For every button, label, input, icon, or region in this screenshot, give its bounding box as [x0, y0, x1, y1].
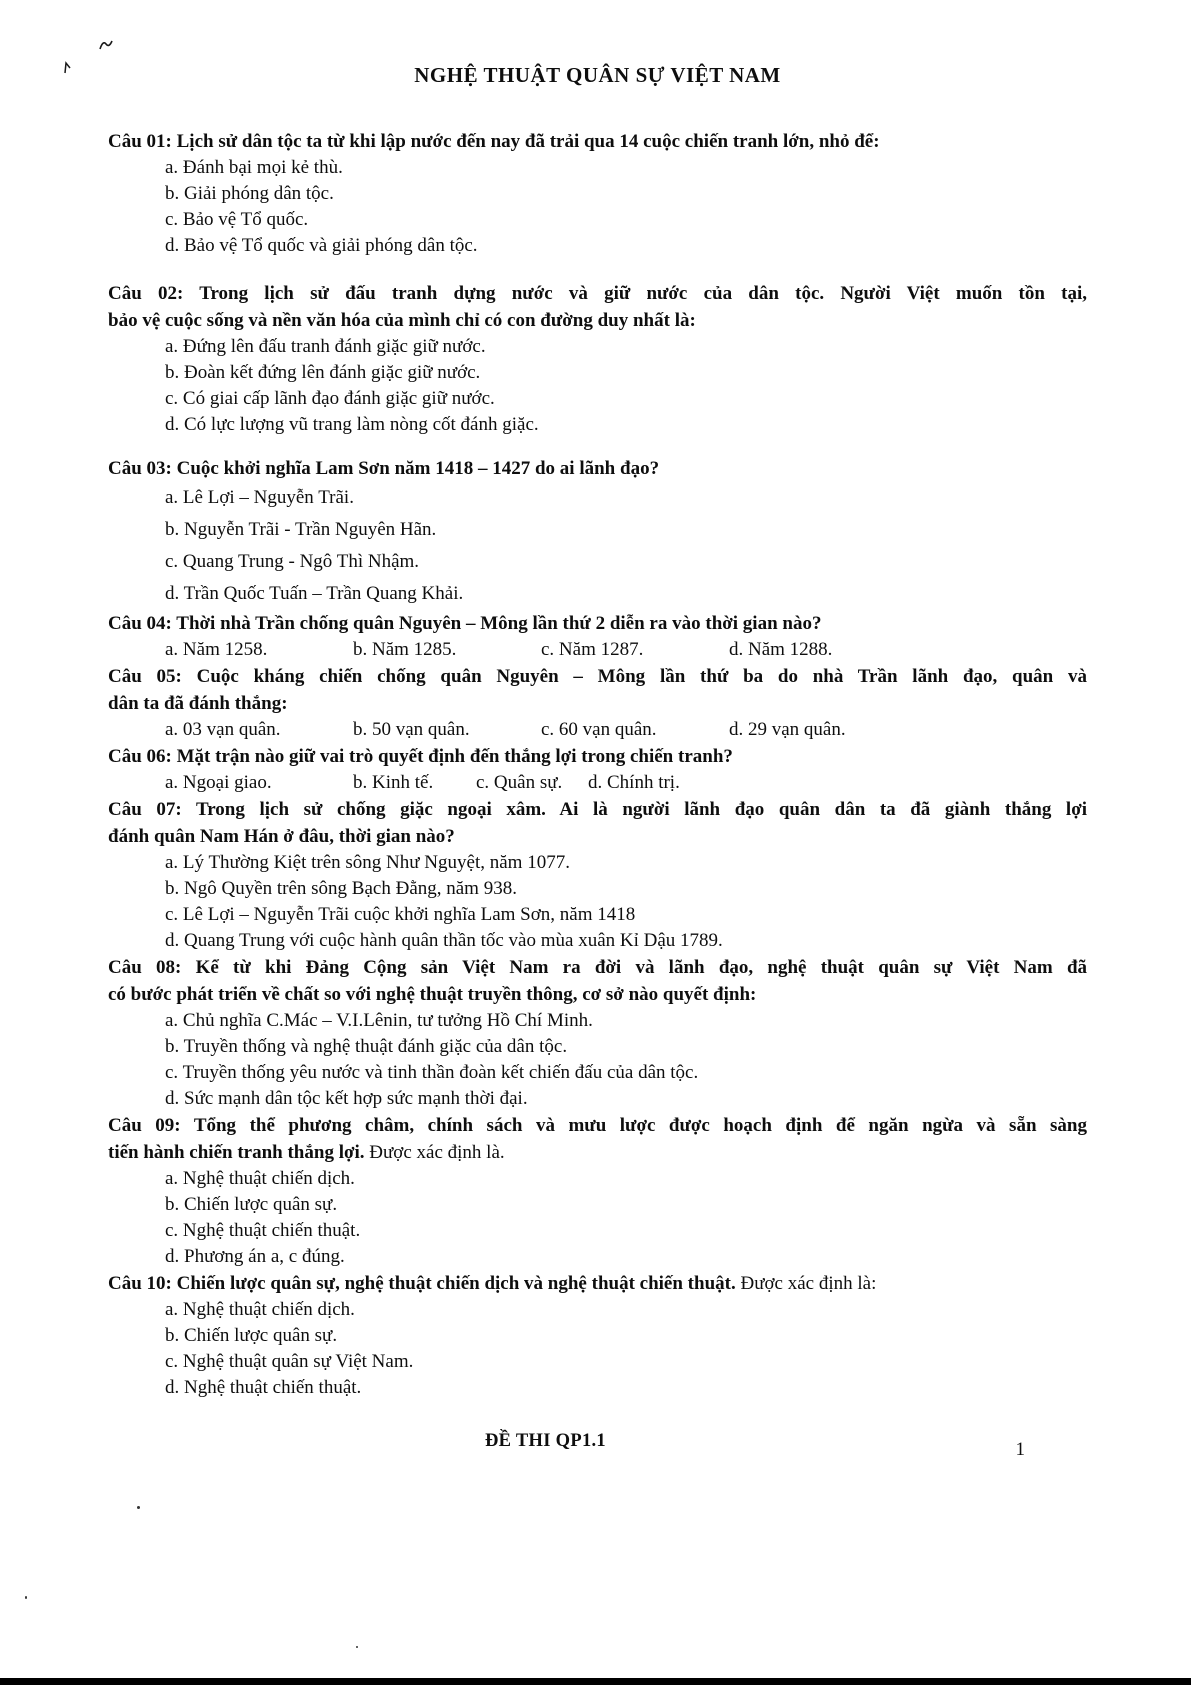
question-label: Câu 07: [108, 799, 182, 820]
question-block [108, 954, 1087, 1112]
pen-scribble-icon [98, 38, 114, 52]
option-item: a. Chủ nghĩa C.Mác – V.I.Lênin, tư tưởng Hồ Chí Minh. [165, 1010, 593, 1031]
option-item: a. Đứng lên đấu tranh đánh giặc giữ nước. [165, 336, 486, 357]
question-text-line [108, 690, 1087, 717]
question-label: Câu 01: [108, 131, 172, 152]
question-text-line [108, 307, 1087, 334]
question-text-line [108, 823, 1087, 850]
question-text-bold: tiến hành chiến tranh thắng lợi. [108, 1142, 365, 1163]
question-text-line [108, 743, 1087, 770]
option-item: a. Lê Lợi – Nguyễn Trãi. [165, 487, 354, 508]
option-item: d. Chính trị. [588, 772, 680, 793]
option-item: b. Chiến lược quân sự. [165, 1194, 338, 1215]
option-item: c. Quang Trung - Ngô Thì Nhậm. [165, 551, 420, 572]
option-item: d. Có lực lượng vũ trang làm nòng cốt đánh giặc. [165, 414, 539, 435]
scan-edge-bar [0, 1678, 1191, 1685]
question-text-line [108, 663, 1087, 690]
question-text-bold: bảo vệ cuộc sống và nền văn hóa của mình chỉ có con đường duy nhất là: [108, 310, 696, 331]
question-text-bold: Mặt trận nào giữ vai trò quyết định đến thắng lợi trong chiến tranh? [176, 746, 733, 767]
option-item: b. Chiến lược quân sự. [165, 1325, 338, 1346]
option-item: d. Bảo vệ Tổ quốc và giải phóng dân tộc. [165, 235, 478, 256]
question-text-regular: Được xác định là: [735, 1273, 877, 1294]
option-item: a. Nghệ thuật chiến dịch. [165, 1299, 355, 1320]
scan-speck [137, 1506, 140, 1509]
question-text-bold: dân ta đã đánh thắng: [108, 693, 288, 714]
option-item: d. Nghệ thuật chiến thuật. [165, 1377, 362, 1398]
question-block [108, 610, 1087, 663]
question-text-line [108, 128, 1087, 155]
option-item: d. Quang Trung với cuộc hành quân thần tốc vào mùa xuân Kỉ Dậu 1789. [165, 930, 723, 951]
question-text-line [108, 280, 1087, 307]
page-title: NGHỆ THUẬT QUÂN SỰ VIỆT NAM [414, 63, 781, 87]
question-block [108, 1270, 1087, 1401]
option-item: c. Nghệ thuật chiến thuật. [165, 1220, 361, 1241]
question-text-line [108, 1270, 1087, 1297]
page-footer [108, 1431, 1087, 1461]
question-label: Câu 04: [108, 613, 172, 634]
options-row [108, 770, 1087, 796]
scan-speck [25, 1596, 27, 1599]
option-item: c. Năm 1287. [541, 639, 644, 660]
question-text-bold: Cuộc kháng chiến chống quân Nguyên – Mông lần thứ ba do nhà Trần lãnh đạo, quân và [196, 666, 1088, 687]
option-item: b. Đoàn kết đứng lên đánh giặc giữ nước. [165, 362, 481, 383]
page-number: 1 [1015, 1439, 1025, 1460]
option-item: b. Kinh tế. [353, 772, 434, 793]
option-item: b. Truyền thống và nghệ thuật đánh giặc của dân tộc. [165, 1036, 568, 1057]
option-item: a. Đánh bại mọi kẻ thù. [165, 157, 343, 178]
question-text-line [108, 455, 1087, 482]
option-item: a. Nghệ thuật chiến dịch. [165, 1168, 355, 1189]
option-item: c. Có giai cấp lãnh đạo đánh giặc giữ nước. [165, 388, 495, 409]
question-text-bold: Lịch sử dân tộc ta từ khi lập nước đến nay đã trải qua 14 cuộc chiến tranh lớn, nhỏ để: [176, 131, 880, 152]
option-item: d. Năm 1288. [729, 639, 833, 660]
question-block [108, 280, 1087, 438]
question-text-bold: có bước phát triển về chất so với nghệ thuật truyền thông, cơ sở nào quyết định: [108, 984, 757, 1005]
option-item: b. Nguyễn Trãi - Trần Nguyên Hãn. [165, 519, 437, 540]
option-item: b. Giải phóng dân tộc. [165, 183, 334, 204]
question-label: Câu 05: [108, 666, 182, 687]
option-item: d. Sức mạnh dân tộc kết hợp sức mạnh thời đại. [165, 1088, 528, 1109]
question-text-bold: Cuộc khởi nghĩa Lam Sơn năm 1418 – 1427 do ai lãnh đạo? [176, 458, 660, 479]
question-label: Câu 10: [108, 1273, 172, 1294]
question-text-line [108, 1112, 1087, 1139]
options-row [108, 717, 1087, 743]
question-text-bold: Chiến lược quân sự, nghệ thuật chiến dịch và nghệ thuật chiến thuật. [176, 1273, 736, 1294]
question-label: Câu 09: [108, 1115, 181, 1136]
question-block [108, 1112, 1087, 1270]
option-item: c. Lê Lợi – Nguyễn Trãi cuộc khởi nghĩa Lam Sơn, năm 1418 [165, 904, 636, 925]
options-row [108, 637, 1087, 663]
option-item: c. 60 vạn quân. [541, 719, 657, 740]
question-block [108, 743, 1087, 796]
question-text-line [108, 981, 1087, 1008]
question-text-bold: Thời nhà Trần chống quân Nguyên – Mông lần thứ 2 diễn ra vào thời gian nào? [176, 613, 822, 634]
question-text-line [108, 954, 1087, 981]
question-text-line [108, 796, 1087, 823]
question-label: Câu 02: [108, 283, 184, 304]
option-item: c. Truyền thống yêu nước và tinh thần đoàn kết chiến đấu của dân tộc. [165, 1062, 699, 1083]
option-item: a. Ngoại giao. [165, 772, 272, 793]
question-text-bold: Trong lịch sử đấu tranh dựng nước và giữ nước của dân tộc. Người Việt muốn tồn tại, [199, 283, 1087, 304]
question-label: Câu 06: [108, 746, 172, 767]
questions-list [108, 128, 1087, 1401]
question-block [108, 663, 1087, 743]
option-item: d. Trần Quốc Tuấn – Trần Quang Khải. [165, 583, 464, 604]
question-block [108, 796, 1087, 954]
option-item: c. Bảo vệ Tổ quốc. [165, 209, 309, 230]
option-item: c. Nghệ thuật quân sự Việt Nam. [165, 1351, 414, 1372]
question-text-line [108, 1139, 1087, 1166]
question-text-bold: Tổng thể phương châm, chính sách và mưu lược được hoạch định để ngăn ngừa và sẵn sàng [193, 1115, 1087, 1136]
option-item: d. Phương án a, c đúng. [165, 1246, 345, 1267]
question-text-regular: Được xác định là. [364, 1142, 505, 1163]
scan-speck [356, 1646, 358, 1648]
question-label: Câu 03: [108, 458, 172, 479]
question-block [108, 128, 1087, 259]
option-item: a. 03 vạn quân. [165, 719, 281, 740]
question-block [108, 455, 1087, 610]
option-item: c. Quân sự. [476, 772, 563, 793]
question-text-bold: đánh quân Nam Hán ở đâu, thời gian nào? [108, 826, 455, 847]
option-item: b. Ngô Quyền trên sông Bạch Đằng, năm 938. [165, 878, 517, 899]
question-text-bold: Kể từ khi Đảng Cộng sản Việt Nam ra đời và lãnh đạo, nghệ thuật quân sự Việt Nam đã [195, 957, 1088, 978]
question-text-bold: Trong lịch sử chống giặc ngoại xâm. Ai là người lãnh đạo quân dân ta đã giành thắng lợi [195, 799, 1087, 820]
option-item: b. Năm 1285. [353, 639, 457, 660]
option-item: d. 29 vạn quân. [729, 719, 846, 740]
question-text-line [108, 610, 1087, 637]
exam-code: ĐỀ THI QP1.1 [485, 1431, 606, 1451]
pen-mark-icon [62, 60, 72, 75]
option-item: a. Lý Thường Kiệt trên sông Như Nguyệt, năm 1077. [165, 852, 570, 873]
question-label: Câu 08: [108, 957, 182, 978]
option-item: a. Năm 1258. [165, 639, 268, 660]
option-item: b. 50 vạn quân. [353, 719, 470, 740]
